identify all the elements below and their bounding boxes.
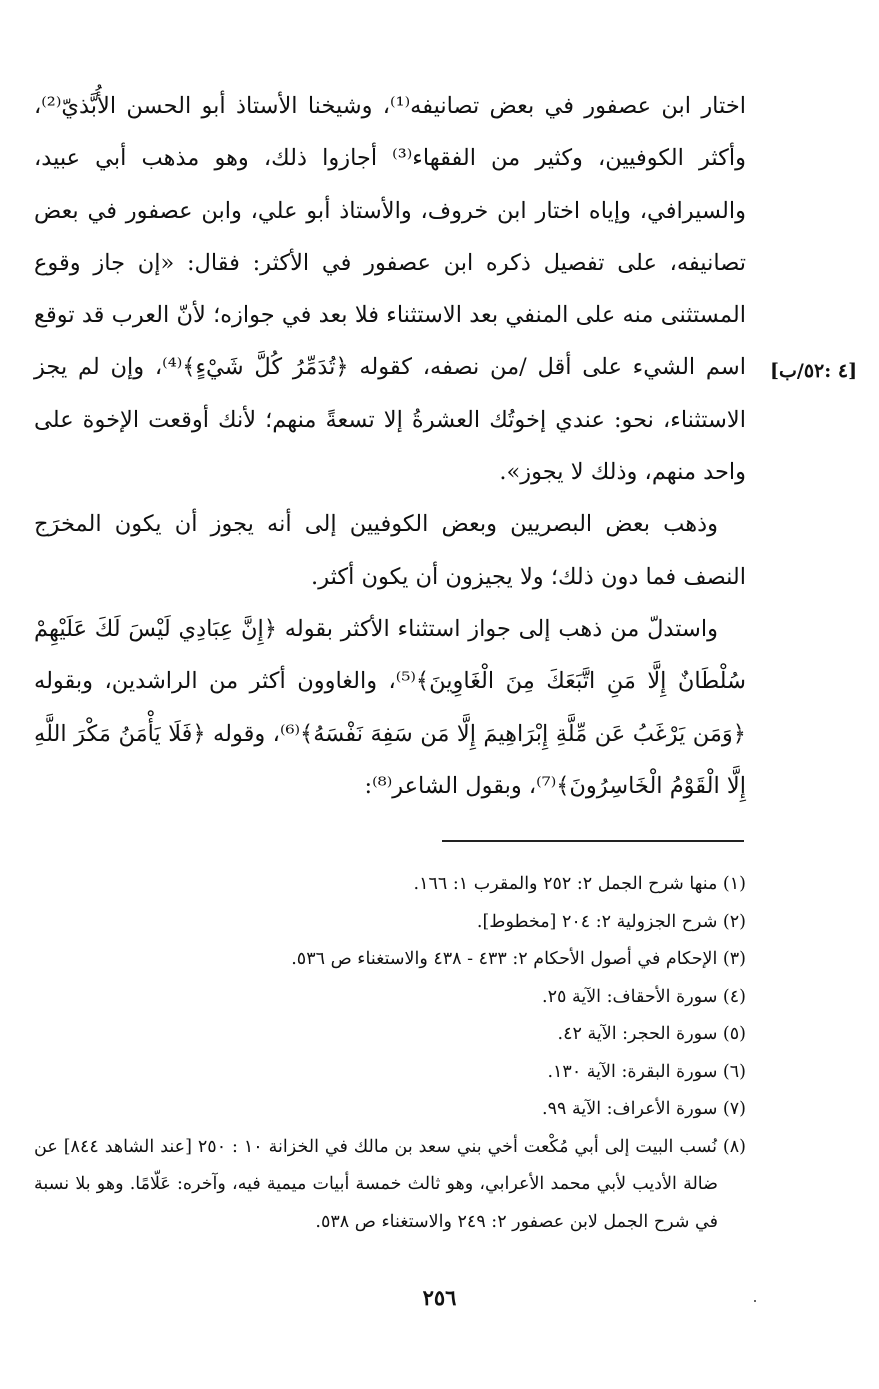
footnote-8: (٨) نُسب البيت إلى أبي مُكْعت أخي بني سعد بن مالك في الخزانة ١٠ : ٢٥٠ [عند الشاهد ٨٤٤] عن ضالة الأديب لأبي محمد الأعرابي، وهو ثالث خمسة أبيات ميمية فيه، وآخره: عَلّامًا. وهو بلا نسبة في شرح الجمل لابن عصفور ٢: ٢٤٩ والاستغناء ص ٥٣٨.	[34, 1136, 746, 1232]
page-number: ٢٥٦	[422, 1285, 457, 1310]
footnote-separator	[442, 840, 744, 842]
paragraph-1: اختار ابن عصفور في بعض تصانيفه⁽¹⁾، وشيخنا الأستاذ أبو الحسن الأُبَّذيّ⁽²⁾، وأكثر الكوفيين، وكثير من الفقهاء⁽³⁾ أجازوا ذلك، وهو مذهب أبي عبيد، والسيرافي، وإياه اختار ابن خروف، والأستاذ أبو علي، وابن عصفور في بعض تصانيفه، على تفصيل ذكره ابن عصفور في الأكثر: فقال: «إن جاز وقوع المستثنى منه على المنفي بعد الاستثناء فلا بعد في جوازه؛ لأنّ العرب قد توقع اسم الشيء على أقل /من نصفه، كقوله ﴿تُدَمِّرُ كُلَّ شَيْءٍ﴾⁽⁴⁾، وإن لم يجز الاستثناء، نحو: عندي إخوتُك العشرةُ إلا تسعةً منهم؛ لأنك أوقعت الإخوة على واحد منهم، وذلك لا يجوز».	[34, 93, 746, 486]
footnote-4: (٤) سورة الأحقاف: الآية ٢٥.	[541, 986, 746, 1007]
footnotes	[34, 866, 746, 1241]
footnote-3: (٣) الإحكام في أصول الأحكام ٢: ٤٣٣ - ٤٣٨ والاستغناء ص ٥٣٦.	[291, 949, 746, 969]
main-text	[34, 80, 746, 812]
paragraph-2: وذهب بعض البصريين وبعض الكوفيين إلى أنه يجوز أن يكون المخرَج النصف فما دون ذلك؛ ولا يجيزون أن يكون أكثر.	[34, 511, 746, 590]
footnote-2: (٢) شرح الجزولية ٢: ٢٠٤ [مخطوط].	[476, 911, 746, 932]
stray-dot	[754, 1300, 756, 1302]
paragraph-3: واستدلّ من ذهب إلى جواز استثناء الأكثر بقوله ﴿إِنَّ عِبَادِي لَيْسَ لَكَ عَلَيْهِمْ سُلْطَانٌ إِلَّا مَنِ اتَّبَعَكَ مِنَ الْغَاوِينَ﴾⁽⁵⁾، والغاوون أكثر من الراشدين، وبقوله ﴿وَمَن يَرْغَبُ عَن مِّلَّةِ إِبْرَاهِيمَ إِلَّا مَن سَفِهَ نَفْسَهُ﴾⁽⁶⁾، وقوله ﴿فَلَا يَأْمَنُ مَكْرَ اللَّهِ إِلَّا الْقَوْمُ الْخَاسِرُونَ﴾⁽⁷⁾، وبقول الشاعر⁽⁸⁾:	[34, 615, 746, 799]
footnote-5: (٥) سورة الحجر: الآية ٤٢.	[557, 1024, 746, 1044]
footnote-7: (٧) سورة الأعراف: الآية ٩٩.	[542, 1099, 746, 1119]
manuscript-folio-reference: [٤ :٥٢/ب]	[770, 360, 858, 382]
footnote-1: (١) منها شرح الجمل ٢: ٢٥٢ والمقرب ١: ١٦٦.	[413, 874, 746, 894]
footnote-6: (٦) سورة البقرة: الآية ١٣٠.	[547, 1061, 746, 1082]
